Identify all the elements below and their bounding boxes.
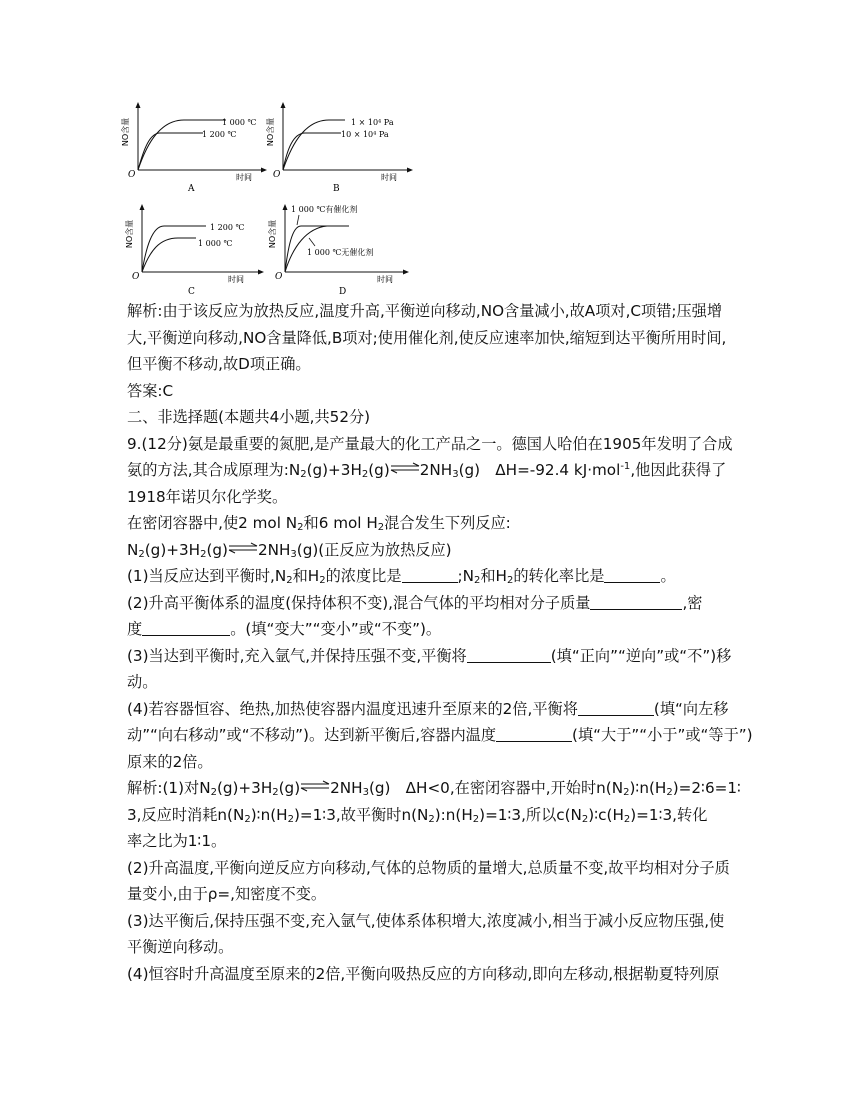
analysis-9-line-6: (3)达平衡后,保持压强不变,充入氩气,使体系体积增大,浓度减小,相当于减小反应物压强,使: [127, 911, 725, 930]
answer-8: 答案:C: [127, 381, 174, 400]
figure-c-bottom-label: 1 000 ℃: [198, 239, 233, 248]
equilibrium-arrow-icon: [300, 780, 330, 792]
question-9-line-3: 1918年诺贝尔化学奖。: [127, 487, 288, 506]
question-9-line-1: 9.(12分)氨是最重要的氮肥,是产量最大的化工产品之一。德国人哈伯在1905年发明了合成: [127, 434, 733, 453]
figure-d-letter: D: [339, 287, 347, 297]
answer-blank[interactable]: [142, 619, 230, 636]
figure-b-curve-bottom: [283, 133, 341, 170]
figure-c-letter: C: [188, 287, 195, 297]
figure-c-curve-top: [142, 226, 206, 272]
figure-d-xlabel: 时间: [377, 275, 393, 284]
analysis-9-line-7: 平衡逆向移动。: [127, 938, 234, 956]
figure-a-xlabel: 时间: [236, 173, 252, 182]
question-9-line-2: 氨的方法,其合成原理为$:N_2(g)+3H_2(g)$ $2NH_3(g)$ ΔH=-92.4 kJ·mol$^{-1}$,他因此获得了: [127, 461, 727, 480]
question-9-part-3-line-2: 动。: [127, 673, 158, 691]
figure-b-top-label: 1 × 10⁴ Pa: [351, 118, 394, 127]
figure-c-top-label: 1 200 ℃: [210, 223, 245, 232]
answer-blank[interactable]: [604, 566, 660, 583]
equilibrium-arrow-icon: [390, 462, 420, 474]
answer-blank[interactable]: [496, 725, 572, 742]
figure-d-origin: O: [275, 272, 283, 282]
figure-c-origin: O: [132, 272, 140, 282]
figure-b-bottom-label: 10 × 10⁴ Pa: [341, 130, 389, 139]
question-9-part-4-line-3: 原来的2倍。: [127, 752, 213, 771]
analysis-9-line-8: (4)恒容时升高温度至原来的2倍,平衡向吸热反应的方向移动,即向左移动,根据勒夏特列原: [127, 964, 720, 983]
figure-b-origin: O: [273, 170, 281, 180]
figure-b: [261, 98, 418, 196]
answer-blank[interactable]: [578, 699, 654, 716]
figure-a-curve-top: [138, 120, 226, 170]
figure-a-top-label: 1 000 ℃: [222, 118, 257, 127]
figure-a: [118, 98, 268, 196]
equilibrium-arrow-icon: [228, 542, 258, 554]
question-9-part-2-line-1: (2)升高平衡体系的温度(保持体积不变),混合气体的平均相对分子质量 ,密: [127, 593, 703, 612]
document-text: [127, 298, 753, 987]
figure-a-ylabel: NO含量: [121, 117, 130, 147]
figure-c: [118, 198, 268, 298]
figure-b-letter: B: [333, 184, 340, 194]
question-9-part-1: (1)当反应达到平衡时$,N_2$和$H_2$的浓度比是 $;N_2$和$H_2$的转化率比是 。: [127, 567, 676, 586]
analysis-9-line-1: 解析:(1)对$N_2(g)+3H_2(g)$ $2NH_3(g)$ ΔH<0,在密闭容器中,开始时$n(N_2)∶n(H_2)=2∶6=1∶$: [127, 779, 741, 798]
figure-d-ylabel: NO含量: [268, 219, 277, 249]
figure-b-ylabel: NO含量: [266, 117, 275, 147]
question-9-equation: $N_2(g)+3H_2(g)$ $2NH_3(g)$(正反应为放热反应): [127, 540, 452, 560]
question-9-line-4: 在密闭容器中,使2 mol $N_2$和6 mol $H_2$混合发生下列反应:: [127, 514, 511, 533]
figure-b-xlabel: 时间: [381, 173, 397, 182]
analysis-9-line-3: 率之比为1∶1。: [127, 832, 227, 850]
analysis-9-line-5: 量变小,由于ρ=,知密度不变。: [127, 885, 327, 903]
figure-a-bottom-label: 1 200 ℃: [202, 130, 237, 139]
figure-c-curve-bottom: [142, 238, 196, 272]
answer-blank[interactable]: [402, 566, 458, 583]
figure-b-curve-top: [283, 120, 345, 170]
analysis-8-line-3: 但平衡不移动,故D项正确。: [127, 355, 311, 373]
question-9-part-2-line-2: 度 。(填“变大”“变小”或“不变”)。: [127, 620, 442, 638]
figure-c-ylabel: NO含量: [125, 219, 134, 249]
section-heading: 二、非选择题(本题共4小题,共52分): [127, 408, 371, 426]
figure-c-xlabel: 时间: [228, 275, 244, 284]
question-9-part-3-line-1: (3)当达到平衡时,充入氩气,并保持压强不变,平衡将 (填“正向”“逆向”或“不”)移: [127, 646, 732, 665]
question-9-part-4-line-2: 动”“向右移动”或“不移动”)。达到新平衡后,容器内温度 (填“大于”“小于”或“等于”): [127, 726, 753, 744]
answer-blank[interactable]: [467, 646, 551, 663]
figure-a-letter: A: [188, 184, 195, 194]
analysis-8-line-1: 解析:由于该反应为放热反应,温度升高,平衡逆向移动,NO含量减小,故A项对,C项错;压强增: [127, 302, 723, 320]
figure-d-bottom-label: 1 000 ℃无催化剂: [307, 248, 374, 257]
analysis-8-line-2: 大,平衡逆向移动,NO含量降低,B项对;使用催化剂,使反应速率加快,缩短到达平衡所用时间,: [127, 328, 727, 347]
analysis-9-line-2: 3,反应时消耗$n(N_2)∶n(H_2)=1∶3$,故平衡时$n(N_2):n(H_2)=1∶3$,所以$c(N_2)∶c(H_2)=1∶3$,转化: [127, 805, 708, 825]
figure-d: [261, 198, 418, 298]
figure-group: [118, 98, 418, 298]
question-9-part-4-line-1: (4)若容器恒容、绝热,加热使容器内温度迅速升至原来的2倍,平衡将 (填“向左移: [127, 699, 729, 718]
answer-blank[interactable]: [590, 593, 682, 610]
figure-a-origin: O: [128, 170, 136, 180]
figure-d-top-label: 1 000 ℃有催化剂: [291, 205, 358, 214]
figure-a-curve-bottom: [138, 133, 203, 170]
analysis-9-line-4: (2)升高温度,平衡向逆反应方向移动,气体的总物质的量增大,总质量不变,故平均相对分子质: [127, 858, 730, 877]
